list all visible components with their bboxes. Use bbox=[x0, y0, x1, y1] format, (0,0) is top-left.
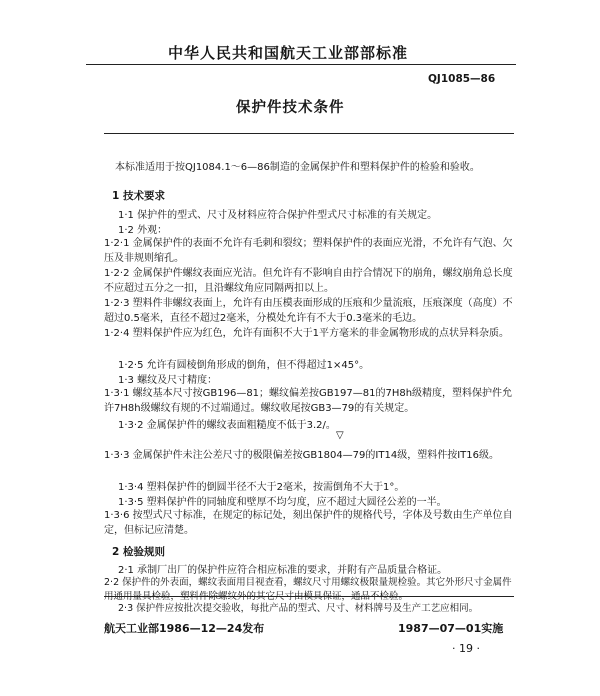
clause-1-1: 1·1 保护件的型式、尺寸及材料应符合保护件型式尺寸标准的有关规定。 bbox=[118, 210, 438, 221]
footer-rule bbox=[104, 596, 514, 597]
section-1-heading: 1 技术要求 bbox=[112, 190, 165, 202]
clause-1-2-1: 1·2·1 金属保护件的表面不允许有毛刺和裂纹；塑料保护件的表面应光滑，不允许有气泡、欠压及非规则缩孔。 bbox=[104, 238, 513, 264]
clause-1-3-2: 1·3·2 金属保护件的螺纹表面粗糙度不低于3.2/。 bbox=[118, 420, 336, 431]
clause-2-3: 2·3 保护件应按批次提交验收，每批产品的型式、尺寸、材料牌号及生产工艺应相同。 bbox=[118, 603, 479, 614]
clause-1-2-4: 1·2·4 塑料保护件应为红色，允许有面积不大于1平方毫米的非金属物形成的点状异料杂质。 bbox=[104, 328, 509, 339]
title-rule bbox=[104, 133, 514, 134]
clause-2-2: 2·2 保护件的外表面，螺纹表面用目视查看，螺纹尺寸用螺纹极限量规检验。其它外形尺寸金属件用通用量具检验，塑料件除螺纹外的其它尺寸由模具保证，通品不检验。 bbox=[104, 577, 512, 602]
scope-paragraph: 本标准适用于按QJ1084.1～6—86制造的金属保护件和塑料保护件的检验和验收。 bbox=[115, 162, 480, 173]
clause-1-3-4: 1·3·4 塑料保护件的倒圆半径不大于2毫米，按需倒角不大于1°。 bbox=[118, 482, 405, 493]
clause-1-2-3: 1·2·3 塑料件非螺纹表面上，允许有由压模表面形成的压痕和少量流痕，压痕深度（高度）不超过0.5毫米，直径不超过2毫米，分模处允许有不大于0.3毫米的毛边。 bbox=[104, 298, 513, 324]
document-title: 保护件技术条件 bbox=[236, 100, 345, 116]
clause-1-3-1: 1·3·1 螺纹基本尺寸按GB196—81；螺纹偏差按GB197—81的7H8h级精度，塑料保护件允许7H8h级螺纹有规的不过端通过。螺纹收尾按GB3—79的有关规定。 bbox=[104, 388, 513, 414]
clause-1-2: 1·2 外观： bbox=[118, 225, 168, 236]
clause-1-3-5: 1·3·5 塑料保护件的同轴度和壁厚不均匀度，应不超过大圆径公差的一半。 bbox=[118, 497, 447, 508]
clause-1-2-2: 1·2·2 金属保护件螺纹表面应光洁。但允许有不影响自由拧合情况下的崩角，螺纹崩角总长度不应超过五分之一扣，且沿螺纹角应同隔两扣以上。 bbox=[104, 268, 513, 294]
roughness-symbol: ▽ bbox=[336, 430, 344, 441]
header-rule bbox=[86, 64, 516, 65]
standard-code: QJ1085—86 bbox=[428, 73, 496, 85]
clause-1-2-5: 1·2·5 允许有圆棱倒角形成的倒角，但不得超过1×45°。 bbox=[118, 360, 370, 371]
effective-date: 1987—07—01实施 bbox=[398, 622, 504, 635]
clause-2-1: 2·1 承制厂出厂的保护件应符合相应标准的要求，并附有产品质量合格证。 bbox=[118, 565, 448, 576]
section-2-heading: 2 检验规则 bbox=[112, 546, 165, 558]
clause-1-3: 1·3 螺纹及尺寸精度： bbox=[118, 375, 218, 386]
page-number: · 19 · bbox=[452, 642, 480, 655]
issue-date: 航天工业部1986—12—24发布 bbox=[104, 622, 265, 635]
clause-1-3-3: 1·3·3 金属保护件未注公差尺寸的极限偏差按GB1804—79的IT14级，塑料件按IT16级。 bbox=[104, 450, 499, 461]
clause-1-3-6: 1·3·6 按型式尺寸标准，在规定的标记处，刻出保护件的规格代号，字体及号数由生产单位自定，但标记应清楚。 bbox=[104, 510, 513, 536]
issuer-heading: 中华人民共和国航天工业部部标准 bbox=[168, 44, 409, 62]
